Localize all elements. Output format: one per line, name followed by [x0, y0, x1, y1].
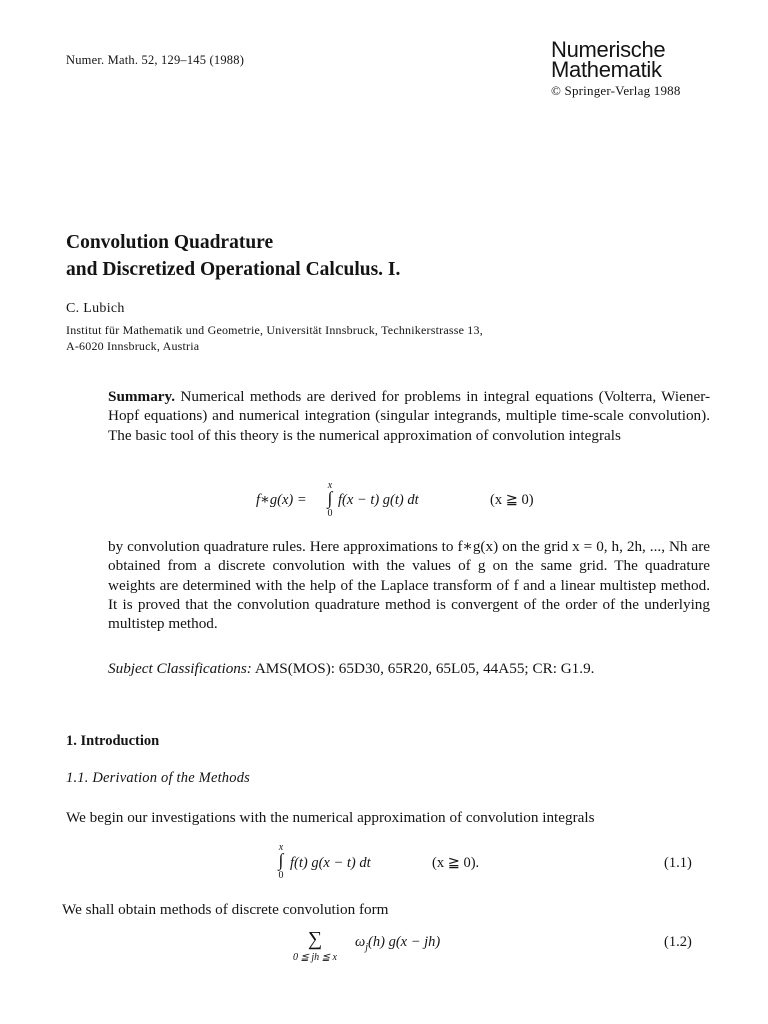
eq2-sum [286, 930, 344, 963]
eq2-subscript: 0 ≦ jh ≦ x [293, 952, 337, 963]
section-heading: 1. Introduction [66, 733, 160, 749]
eq1-condition: (x ≧ 0). [432, 855, 480, 871]
integral-sign-icon: ∫ [278, 850, 284, 870]
author: C. Lubich [66, 301, 125, 316]
summary-paragraph-2: by convolution quadrature rules. Here approximations to f∗g(x) on the grid x = 0, h, 2h, ..., Nh are obtained from a discrete convolution with the values of g on the same grid. The quadrature weights are determined with the help of the Laplace transform of f and a linear multistep method. It is proved that the convolution quadrature method is convergent of the order of the underlying multistep method. [108, 538, 710, 633]
affiliation-line-2: A-6020 Innsbruck, Austria [66, 339, 200, 353]
subject-label: Subject Classifications: [108, 660, 252, 677]
subsection-heading: 1.1. Derivation of the Methods [66, 770, 251, 786]
summary-paragraph [108, 387, 710, 445]
intro-paragraph: We begin our investigations with the numerical approximation of convolution integrals [66, 809, 595, 826]
integral-sign-icon: ∫ [327, 488, 333, 508]
summary-integral [323, 480, 337, 519]
journal-reference: Numer. Math. 52, 129–145 (1988) [66, 53, 245, 67]
brand-line-1: Numerische [551, 37, 666, 62]
subject-text: AMS(MOS): 65D30, 65R20, 65L05, 44A55; CR: G1.9. [254, 660, 595, 677]
eq1-lower: 0 [278, 870, 284, 881]
brand-copyright: © Springer-Verlag 1988 [551, 83, 681, 98]
summary-int-upper: x [327, 480, 333, 491]
summary-label: Summary. [108, 388, 176, 405]
summary-equation-body: f(x − t) g(t) dt [338, 492, 419, 508]
subject-classifications [108, 659, 710, 678]
paper-title [66, 229, 706, 283]
eq1-body: f(t) g(x − t) dt [290, 855, 371, 871]
eq2-number: (1.2) [664, 934, 692, 950]
summary-text-1: Numerical methods are derived for problems in integral equations (Volterra, Wiener-Hopf equations) and numerical integration (singular integrands, multiple time-scale convolution). The basic tool of this theory is the numerical approximation of convolution integrals [108, 388, 711, 444]
sum-sign-icon: ∑ [307, 928, 323, 950]
summary-equation-lhs: f∗g(x) = [256, 492, 307, 508]
summary-int-lower: 0 [327, 508, 333, 519]
eq1-upper: x [278, 842, 284, 853]
eq2-index: j [365, 941, 369, 953]
affiliation-line-1: Institut für Mathematik und Geometrie, Universität Innsbruck, Technikerstrasse 13, [66, 323, 483, 337]
eq2-rest: (h) g(x − jh) [368, 934, 441, 950]
affiliation [66, 322, 706, 354]
eq2-expression [355, 934, 440, 953]
intro-paragraph-2: We shall obtain methods of discrete convolution form [62, 901, 389, 918]
brand-line-2: Mathematik [551, 57, 662, 82]
eq1-integral [274, 842, 288, 881]
eq1-number: (1.1) [664, 855, 692, 871]
title-line-2: and Discretized Operational Calculus. I. [66, 259, 401, 280]
summary-equation-condition: (x ≧ 0) [490, 492, 534, 508]
journal-brand [551, 37, 751, 99]
eq2-omega: ω [355, 934, 366, 950]
title-line-1: Convolution Quadrature [66, 232, 274, 253]
